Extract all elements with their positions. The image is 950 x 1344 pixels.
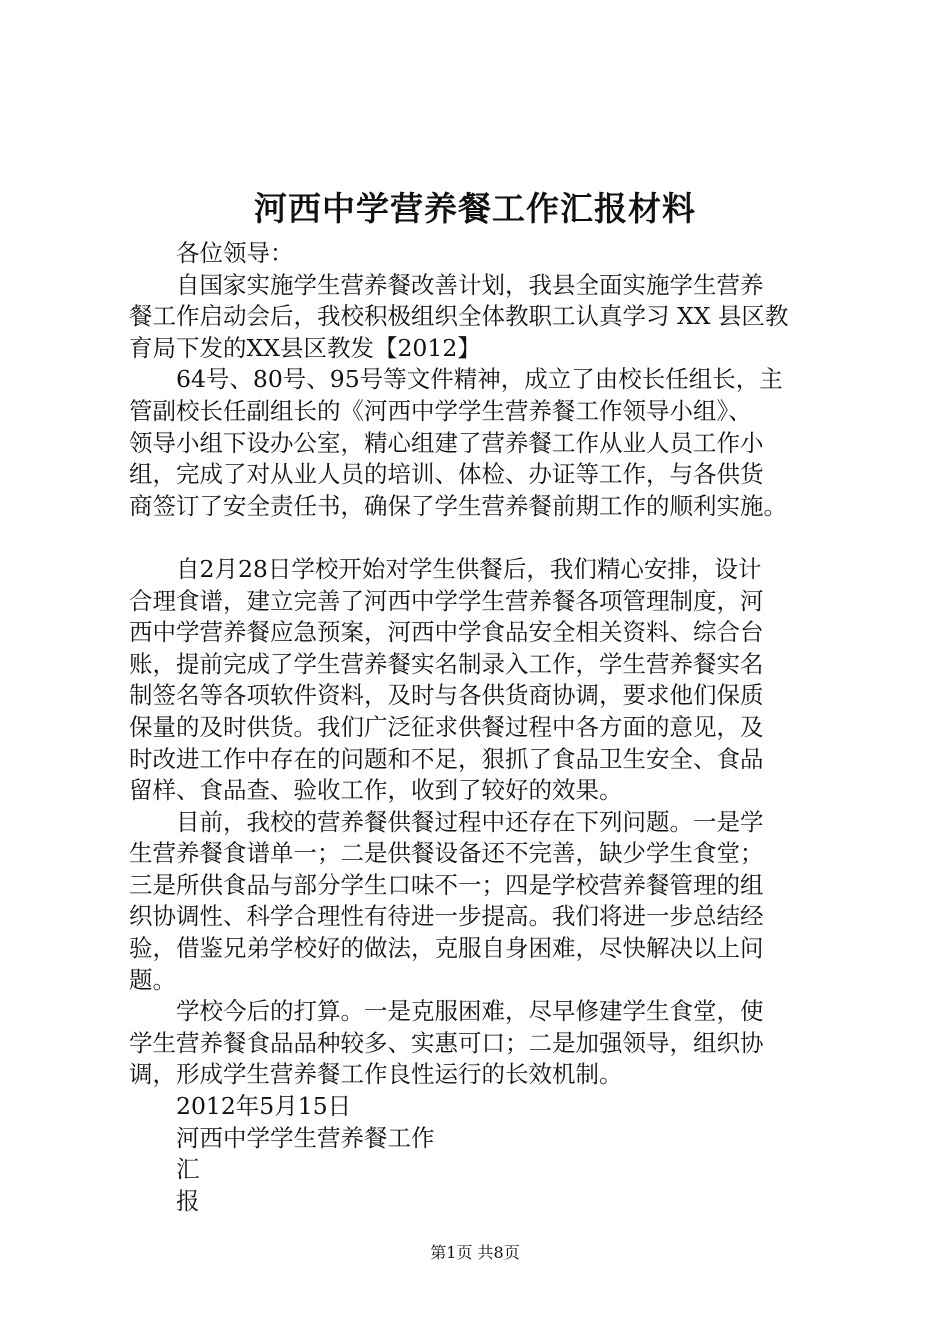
body-line: 验，借鉴兄弟学校好的做法，克服自身困难，尽快解决以上问 (129, 934, 764, 963)
body-line: 报 (176, 1186, 200, 1215)
body-line: 自2月28日学校开始对学生供餐后，我们精心安排，设计 (176, 554, 762, 583)
body-line: 餐工作启动会后，我校积极组织全体教职工认真学习 XX 县区教 (129, 302, 789, 331)
body-line: 目前，我校的营养餐供餐过程中还存在下列问题。一是学 (176, 807, 764, 836)
body-line: 商签订了安全责任书，确保了学生营养餐前期工作的顺利实施。 (129, 491, 787, 520)
body-line: 账，提前完成了学生营养餐实名制录入工作，学生营养餐实名 (129, 649, 764, 678)
body-line: 各位领导： (176, 239, 294, 267)
body-line: 保量的及时供货。我们广泛征求供餐过程中各方面的意见，及 (129, 712, 764, 741)
body-line: 时改进工作中存在的问题和不足，狠抓了食品卫生安全、食品 (129, 744, 764, 773)
body-line: 合理食谱，建立完善了河西中学学生营养餐各项管理制度，河 (129, 586, 764, 615)
body-line: 西中学营养餐应急预案，河西中学食品安全相关资料、综合台 (129, 618, 764, 647)
body-line: 2012年5月15日 (176, 1092, 352, 1121)
body-line: 题。 (129, 965, 176, 994)
body-line: 汇 (176, 1155, 200, 1184)
document-title: 河西中学营养餐工作汇报材料 (254, 189, 696, 228)
document-body (129, 238, 841, 1217)
body-line: 三是所供食品与部分学生口味不一；四是学校营养餐管理的组 (129, 870, 764, 899)
body-line: 河西中学学生营养餐工作 (176, 1123, 435, 1152)
body-line: 调，形成学生营养餐工作良性运行的长效机制。 (129, 1060, 623, 1089)
body-line: 领导小组下设办公室，精心组建了营养餐工作从业人员工作小 (129, 428, 764, 457)
body-line: 64号、80号、95号等文件精神，成立了由校长任组长，主 (176, 365, 783, 394)
body-line: 学生营养餐食品品种较多、实惠可口；二是加强领导，组织协 (129, 1028, 764, 1057)
body-line: 管副校长任副组长的《河西中学学生营养餐工作领导小组》、 (129, 396, 752, 425)
blank-line (129, 522, 841, 554)
body-line: 学校今后的打算。一是克服困难，尽早修建学生食堂，使 (176, 997, 764, 1026)
body-line: 留样、食品查、验收工作，收到了较好的效果。 (129, 776, 623, 805)
body-line: 育局下发的XX县区教发【2012】 (129, 333, 481, 362)
body-line: 自国家实施学生营养餐改善计划，我县全面实施学生营养 (176, 270, 764, 299)
body-line: 生营养餐食谱单一；二是供餐设备还不完善，缺少学生食堂； (129, 839, 764, 868)
body-line: 织协调性、科学合理性有待进一步提高。我们将进一步总结经 (129, 902, 764, 931)
body-line: 制签名等各项软件资料，及时与各供货商协调，要求他们保质 (129, 681, 764, 710)
body-line: 组，完成了对从业人员的培训、体检、办证等工作，与各供货 (129, 460, 764, 489)
page-footer: 第1页 共8页 (430, 1243, 520, 1262)
